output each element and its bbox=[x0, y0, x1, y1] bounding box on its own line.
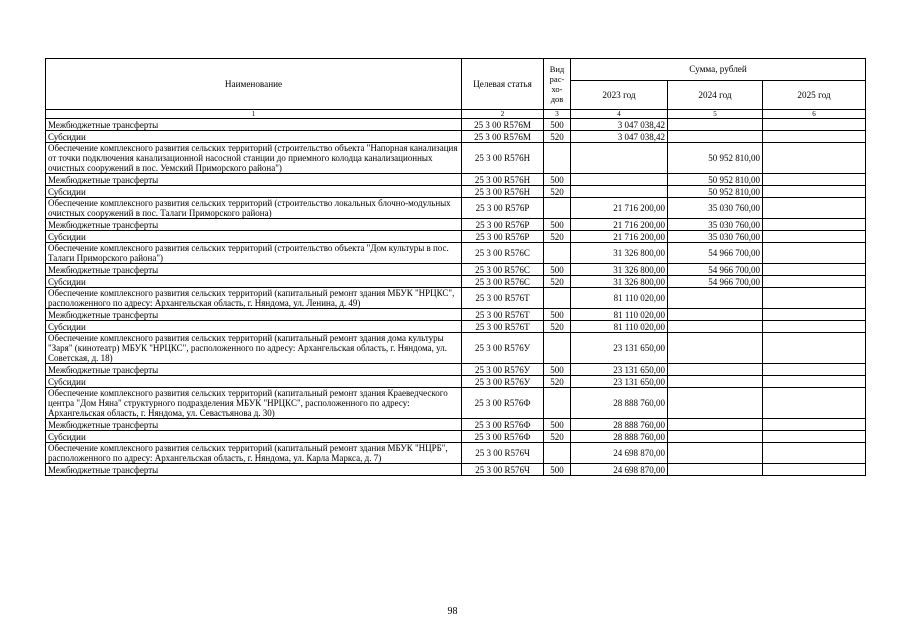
row-target-code: 25 3 00 R576Т bbox=[462, 309, 544, 321]
row-target-code: 25 3 00 R576Н bbox=[462, 186, 544, 198]
row-target-code: 25 3 00 R576Р bbox=[462, 198, 544, 219]
table-row bbox=[46, 443, 866, 464]
table-row bbox=[46, 309, 866, 321]
row-expense-type: 500 bbox=[544, 264, 571, 276]
row-expense-type: 520 bbox=[544, 321, 571, 333]
table-row bbox=[46, 376, 866, 388]
row-amount-2025 bbox=[763, 464, 866, 476]
row-amount-2025 bbox=[763, 288, 866, 309]
row-amount-2023: 28 888 760,00 bbox=[571, 388, 668, 419]
table-row bbox=[46, 243, 866, 264]
row-amount-2025 bbox=[763, 143, 866, 174]
row-target-code: 25 3 00 R576Ч bbox=[462, 443, 544, 464]
table-row bbox=[46, 364, 866, 376]
row-expense-type bbox=[544, 288, 571, 309]
row-amount-2023 bbox=[571, 174, 668, 186]
row-name: Субсидии bbox=[46, 276, 462, 288]
row-target-code: 25 3 00 R576Р bbox=[462, 219, 544, 231]
row-amount-2023: 28 888 760,00 bbox=[571, 431, 668, 443]
row-amount-2025 bbox=[763, 264, 866, 276]
row-target-code: 25 3 00 R576Т bbox=[462, 288, 544, 309]
col-num-6: 6 bbox=[763, 110, 866, 119]
row-amount-2024: 50 952 810,00 bbox=[668, 174, 763, 186]
row-amount-2024 bbox=[668, 443, 763, 464]
row-target-code: 25 3 00 R576Н bbox=[462, 143, 544, 174]
row-amount-2023: 21 716 200,00 bbox=[571, 219, 668, 231]
row-amount-2024: 35 030 760,00 bbox=[668, 219, 763, 231]
col-num-5: 5 bbox=[668, 110, 763, 119]
row-amount-2024 bbox=[668, 388, 763, 419]
row-target-code: 25 3 00 R576Ф bbox=[462, 431, 544, 443]
row-expense-type: 520 bbox=[544, 376, 571, 388]
row-amount-2023: 21 716 200,00 bbox=[571, 198, 668, 219]
row-amount-2023: 81 110 020,00 bbox=[571, 288, 668, 309]
row-name: Обеспечение комплексного развития сельских территорий (капитальный ремонт здания дома культуры "Заря" (кинотеатр) МБУК "НРЦКС", расположенного по адресу: Архангельская область, г. Няндома, ул. Советская, д. 18) bbox=[46, 333, 462, 364]
row-name: Обеспечение комплексного развития сельских территорий (капитальный ремонт здания МБУК "НРЦКС", расположенного по адресу: Архангельская область, г. Няндома, ул. Ленина, д. 49) bbox=[46, 288, 462, 309]
row-amount-2024: 54 966 700,00 bbox=[668, 276, 763, 288]
row-amount-2024: 54 966 700,00 bbox=[668, 243, 763, 264]
row-amount-2025 bbox=[763, 131, 866, 143]
table-row bbox=[46, 321, 866, 333]
row-expense-type bbox=[544, 143, 571, 174]
row-expense-type bbox=[544, 198, 571, 219]
table-row bbox=[46, 388, 866, 419]
row-name: Обеспечение комплексного развития сельских территорий (капитальный ремонт здания Краеведческого центра "Дом Няна" структурного подразделения МБУК "НРЦКС", расположенного по адресу: Архангельская область, г. Няндома, ул. Севастьянова д. 30) bbox=[46, 388, 462, 419]
row-target-code: 25 3 00 R576Ф bbox=[462, 388, 544, 419]
row-expense-type: 500 bbox=[544, 174, 571, 186]
row-amount-2023: 21 716 200,00 bbox=[571, 231, 668, 243]
header-year-2023: 2023 год bbox=[571, 80, 668, 109]
row-target-code: 25 3 00 R576Р bbox=[462, 231, 544, 243]
row-amount-2023: 24 698 870,00 bbox=[571, 464, 668, 476]
row-target-code: 25 3 00 R576У bbox=[462, 376, 544, 388]
row-amount-2025 bbox=[763, 419, 866, 431]
table-row bbox=[46, 276, 866, 288]
row-amount-2024 bbox=[668, 288, 763, 309]
row-amount-2024 bbox=[668, 464, 763, 476]
row-amount-2024: 35 030 760,00 bbox=[668, 198, 763, 219]
row-name: Межбюджетные трансферты bbox=[46, 219, 462, 231]
table-row bbox=[46, 419, 866, 431]
header-year-2024: 2024 год bbox=[668, 80, 763, 109]
row-amount-2024: 54 966 700,00 bbox=[668, 264, 763, 276]
table-body bbox=[46, 119, 866, 476]
header-year-2025: 2025 год bbox=[763, 80, 866, 109]
row-name: Субсидии bbox=[46, 186, 462, 198]
row-target-code: 25 3 00 R576С bbox=[462, 264, 544, 276]
row-amount-2023 bbox=[571, 186, 668, 198]
row-name: Субсидии bbox=[46, 376, 462, 388]
row-amount-2023: 23 131 650,00 bbox=[571, 333, 668, 364]
row-amount-2025 bbox=[763, 174, 866, 186]
table-row bbox=[46, 174, 866, 186]
row-amount-2024: 50 952 810,00 bbox=[668, 143, 763, 174]
row-target-code: 25 3 00 R576Ч bbox=[462, 464, 544, 476]
col-num-1: 1 bbox=[46, 110, 462, 119]
row-target-code: 25 3 00 R576М bbox=[462, 119, 544, 131]
page-number: 98 bbox=[447, 606, 458, 617]
row-name: Обеспечение комплексного развития сельских территорий (строительство локальных блочно-модульных очистных сооружений в пос. Талаги Приморского района) bbox=[46, 198, 462, 219]
row-amount-2025 bbox=[763, 219, 866, 231]
row-amount-2023: 28 888 760,00 bbox=[571, 419, 668, 431]
row-amount-2023: 31 326 800,00 bbox=[571, 243, 668, 264]
row-expense-type: 520 bbox=[544, 131, 571, 143]
row-expense-type: 520 bbox=[544, 186, 571, 198]
row-amount-2025 bbox=[763, 321, 866, 333]
row-target-code: 25 3 00 R576У bbox=[462, 364, 544, 376]
row-amount-2023: 23 131 650,00 bbox=[571, 376, 668, 388]
row-amount-2025 bbox=[763, 364, 866, 376]
row-name: Межбюджетные трансферты bbox=[46, 119, 462, 131]
table-row bbox=[46, 119, 866, 131]
row-amount-2025 bbox=[763, 309, 866, 321]
row-amount-2023: 23 131 650,00 bbox=[571, 364, 668, 376]
col-num-4: 4 bbox=[571, 110, 668, 119]
col-num-2: 2 bbox=[462, 110, 544, 119]
row-target-code: 25 3 00 R576С bbox=[462, 276, 544, 288]
row-name: Межбюджетные трансферты bbox=[46, 264, 462, 276]
table-row bbox=[46, 333, 866, 364]
table-row bbox=[46, 186, 866, 198]
row-name: Обеспечение комплексного развития сельских территорий (строительство объекта "Напорная канализация от точки подключения канализационной насосной станции до приемного колодца канализационных очистных сооружений в пос. Уемский Приморского района") bbox=[46, 143, 462, 174]
table-row bbox=[46, 464, 866, 476]
row-amount-2025 bbox=[763, 276, 866, 288]
row-amount-2025 bbox=[763, 243, 866, 264]
row-name: Обеспечение комплексного развития сельских территорий (капитальный ремонт здания МБУК "НЦРБ", расположенного по адресу: Архангельская область, г. Няндома, ул. Карла Маркса, д. 7) bbox=[46, 443, 462, 464]
row-amount-2024 bbox=[668, 321, 763, 333]
row-amount-2024: 50 952 810,00 bbox=[668, 186, 763, 198]
row-amount-2025 bbox=[763, 119, 866, 131]
row-amount-2023: 3 047 038,42 bbox=[571, 119, 668, 131]
row-amount-2025 bbox=[763, 198, 866, 219]
budget-table bbox=[45, 58, 866, 476]
row-target-code: 25 3 00 R576Н bbox=[462, 174, 544, 186]
row-expense-type bbox=[544, 388, 571, 419]
row-expense-type: 520 bbox=[544, 231, 571, 243]
row-amount-2023: 31 326 800,00 bbox=[571, 264, 668, 276]
row-amount-2024 bbox=[668, 119, 763, 131]
row-expense-type: 500 bbox=[544, 219, 571, 231]
col-num-3: 3 bbox=[544, 110, 571, 119]
row-expense-type: 500 bbox=[544, 119, 571, 131]
row-target-code: 25 3 00 R576М bbox=[462, 131, 544, 143]
row-amount-2024 bbox=[668, 376, 763, 388]
table-row bbox=[46, 131, 866, 143]
table-row bbox=[46, 231, 866, 243]
row-amount-2024 bbox=[668, 364, 763, 376]
row-amount-2024 bbox=[668, 431, 763, 443]
header-name: Наименование bbox=[46, 59, 462, 110]
header-sum: Сумма, рублей bbox=[571, 59, 866, 81]
row-expense-type: 500 bbox=[544, 464, 571, 476]
table-row bbox=[46, 219, 866, 231]
row-amount-2023: 81 110 020,00 bbox=[571, 321, 668, 333]
row-amount-2025 bbox=[763, 376, 866, 388]
row-amount-2025 bbox=[763, 443, 866, 464]
row-amount-2024: 35 030 760,00 bbox=[668, 231, 763, 243]
row-name: Межбюджетные трансферты bbox=[46, 419, 462, 431]
row-expense-type: 520 bbox=[544, 276, 571, 288]
row-name: Межбюджетные трансферты bbox=[46, 464, 462, 476]
table-row bbox=[46, 143, 866, 174]
row-target-code: 25 3 00 R576С bbox=[462, 243, 544, 264]
row-expense-type: 500 bbox=[544, 419, 571, 431]
row-target-code: 25 3 00 R576Ф bbox=[462, 419, 544, 431]
table-row bbox=[46, 288, 866, 309]
row-amount-2024 bbox=[668, 131, 763, 143]
row-name: Межбюджетные трансферты bbox=[46, 174, 462, 186]
row-amount-2024 bbox=[668, 309, 763, 321]
row-amount-2024 bbox=[668, 333, 763, 364]
row-name: Межбюджетные трансферты bbox=[46, 309, 462, 321]
row-name: Субсидии bbox=[46, 321, 462, 333]
row-amount-2025 bbox=[763, 333, 866, 364]
row-expense-type bbox=[544, 333, 571, 364]
table-row bbox=[46, 431, 866, 443]
row-amount-2025 bbox=[763, 186, 866, 198]
row-expense-type: 520 bbox=[544, 431, 571, 443]
row-name: Субсидии bbox=[46, 131, 462, 143]
header-target-article: Целевая статья bbox=[462, 59, 544, 110]
row-amount-2023: 81 110 020,00 bbox=[571, 309, 668, 321]
row-name: Субсидии bbox=[46, 231, 462, 243]
row-expense-type: 500 bbox=[544, 364, 571, 376]
row-amount-2023: 24 698 870,00 bbox=[571, 443, 668, 464]
row-target-code: 25 3 00 R576У bbox=[462, 333, 544, 364]
row-amount-2025 bbox=[763, 231, 866, 243]
row-expense-type bbox=[544, 443, 571, 464]
row-expense-type: 500 bbox=[544, 309, 571, 321]
row-amount-2024 bbox=[668, 419, 763, 431]
row-expense-type bbox=[544, 243, 571, 264]
row-name: Обеспечение комплексного развития сельских территорий (строительство объекта "Дом культуры в пос. Талаги Приморского района") bbox=[46, 243, 462, 264]
header-expense-type: Вид рас-хо-дов bbox=[544, 59, 571, 110]
row-target-code: 25 3 00 R576Т bbox=[462, 321, 544, 333]
row-amount-2023: 3 047 038,42 bbox=[571, 131, 668, 143]
row-name: Субсидии bbox=[46, 431, 462, 443]
row-name: Межбюджетные трансферты bbox=[46, 364, 462, 376]
table-row bbox=[46, 198, 866, 219]
row-amount-2023: 31 326 800,00 bbox=[571, 276, 668, 288]
row-amount-2025 bbox=[763, 431, 866, 443]
table-row bbox=[46, 264, 866, 276]
row-amount-2025 bbox=[763, 388, 866, 419]
row-amount-2023 bbox=[571, 143, 668, 174]
